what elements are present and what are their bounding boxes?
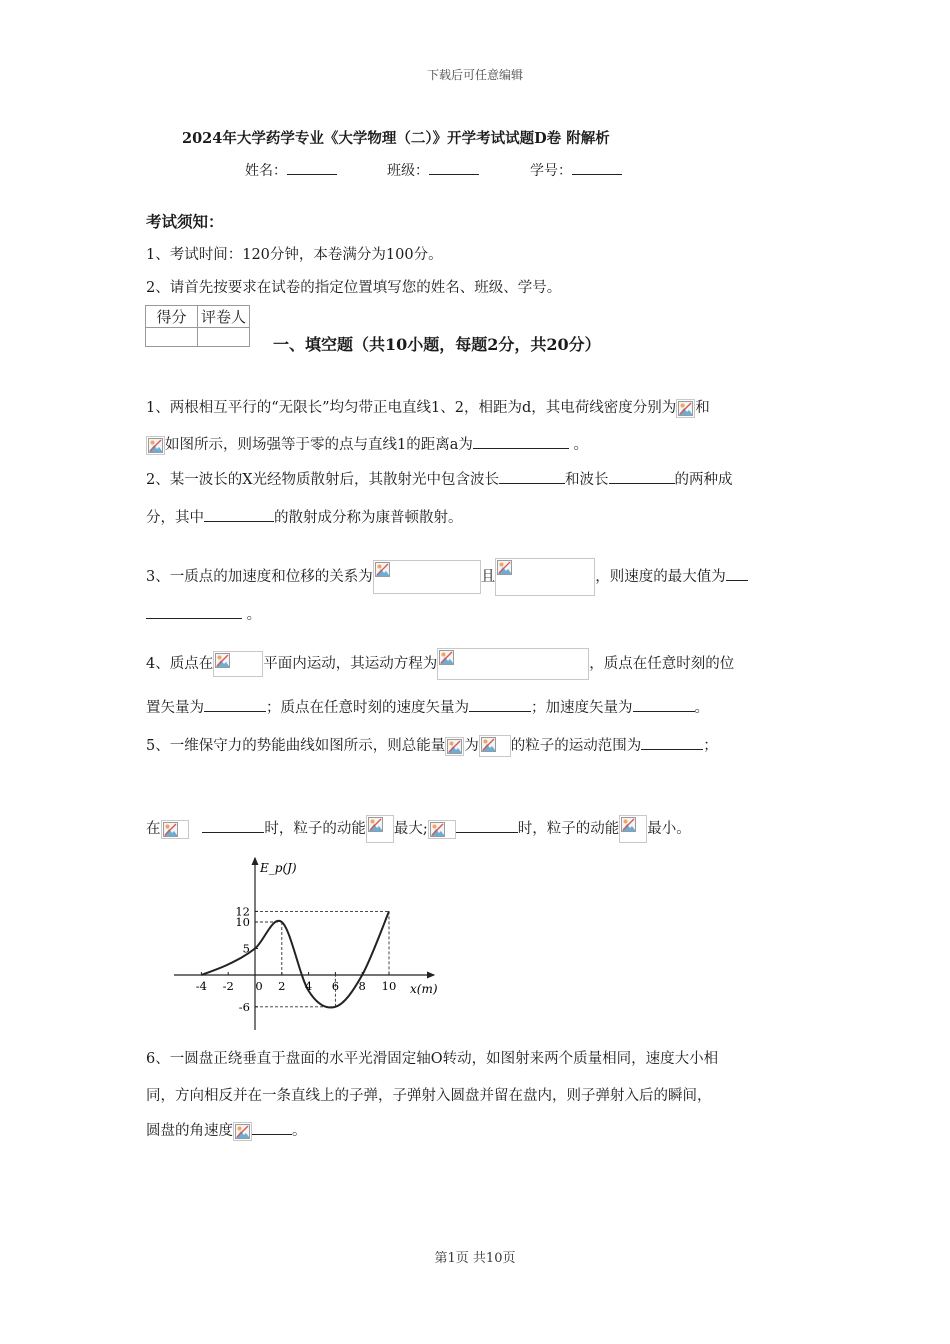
score-cell[interactable] — [146, 328, 198, 347]
class-field[interactable] — [387, 160, 479, 180]
x-tick-label: 6 — [331, 979, 340, 993]
question-2-line-2: 分，其中 的散射成分称为康普顿散射。 — [146, 510, 463, 526]
y-tick-label: 10 — [235, 915, 250, 929]
question-6-line-2: 同，方向相反并在一条直线上的子弹，子弹射入圆盘并留在盘内，则子弹射入后的瞬间， — [146, 1088, 712, 1104]
formula-image — [213, 651, 263, 677]
x-tick-label: 2 — [278, 979, 286, 993]
formula-image — [437, 648, 589, 680]
x-tick-label: 8 — [358, 979, 366, 993]
broken-image-icon — [146, 436, 165, 455]
x-tick-label: 4 — [304, 979, 313, 993]
name-label: 姓名： — [245, 163, 287, 179]
question-2-line-1: 2、某一波长的X光经物质散射后，其散射光中包含波长 和波长 的两种成 — [146, 472, 733, 488]
y-tick-label: 5 — [242, 941, 250, 956]
section-title: 一、填空题（共10小题，每题2分，共20分） — [273, 335, 601, 354]
potential-energy-graph — [170, 852, 445, 1034]
answer-blank[interactable] — [252, 1122, 292, 1135]
formula-image — [495, 558, 595, 596]
page-footer: 第1页 共10页 — [434, 1251, 516, 1266]
score-table — [145, 305, 250, 347]
y-axis-label: E_p(J) — [260, 861, 297, 875]
class-label: 班级： — [387, 163, 429, 179]
answer-blank[interactable] — [609, 471, 675, 484]
broken-image-icon — [366, 815, 394, 843]
page-header: 下载后可任意编辑 — [426, 68, 523, 82]
question-3-line-1: 3、一质点的加速度和位移的关系为 且 ，则速度的最大值为 — [146, 558, 748, 596]
x-tick-label: -2 — [222, 979, 234, 993]
question-5-line-2: 在 时，粒子的动能 最大; 时，粒子的动能 最小。 — [146, 815, 691, 843]
answer-blank[interactable] — [633, 699, 695, 712]
answer-blank[interactable] — [202, 820, 264, 833]
question-6-line-1: 6、一圆盘正绕垂直于盘面的水平光滑固定轴O转动，如图射来两个质量相同，速度大小相 — [146, 1051, 719, 1067]
notice-item: 2、请首先按要求在试卷的指定位置填写您的姓名、班级、学号。 — [146, 280, 562, 296]
broken-image-icon — [445, 737, 464, 756]
x-tick-label: 10 — [381, 979, 397, 993]
broken-image-icon — [676, 399, 695, 418]
answer-blank[interactable] — [726, 568, 748, 581]
broken-image-icon — [619, 815, 647, 843]
answer-blank[interactable] — [473, 436, 569, 449]
x-axis-label: x(m) — [410, 982, 438, 996]
x-tick-label: 0 — [255, 979, 263, 993]
question-3-line-2: 。 — [146, 603, 261, 624]
formula-image — [373, 560, 481, 594]
id-label: 学号： — [530, 163, 572, 179]
answer-blank[interactable] — [499, 471, 565, 484]
question-5-line-1: 5、一维保守力的势能曲线如图所示，则总能量 为 的粒子的运动范围为 ； — [146, 734, 718, 757]
broken-image-icon — [233, 1122, 252, 1141]
broken-image-icon — [479, 735, 511, 757]
question-6-line-3: 圆盘的角速度 。 — [146, 1123, 307, 1139]
grader-cell[interactable] — [198, 328, 250, 347]
score-header: 得分 — [146, 306, 198, 328]
answer-blank[interactable] — [469, 699, 531, 712]
question-1-line-2: 如图所示，则场强等于零的点与直线1的距离a为 。 — [146, 433, 588, 455]
question-4-line-2: 置矢量为 ；质点在任意时刻的速度矢量为 ；加速度矢量为 。 — [146, 700, 709, 716]
id-field[interactable] — [530, 160, 622, 180]
exam-title: 2024年大学药学专业《大学物理（二）》开学考试试题D卷 附解析 — [182, 130, 610, 147]
answer-blank[interactable] — [204, 509, 274, 522]
grader-header: 评卷人 — [198, 306, 250, 328]
answer-blank[interactable] — [146, 606, 242, 619]
answer-blank[interactable] — [456, 820, 518, 833]
answer-blank[interactable] — [641, 737, 703, 750]
broken-image-icon — [161, 820, 189, 839]
notice-item: 1、考试时间：120分钟，本卷满分为100分。 — [146, 247, 443, 263]
question-4-line-1: 4、质点在 平面内运动，其运动方程为 ，质点在任意时刻的位 — [146, 648, 734, 680]
notice-heading: 考试须知： — [146, 212, 224, 231]
broken-image-icon — [428, 820, 456, 839]
name-field[interactable] — [245, 160, 337, 180]
y-tick-label: -6 — [238, 999, 250, 1014]
question-1-line-1: 1、两根相互平行的“无限长”均匀带正电直线1、2，相距为d，其电荷线密度分别为 和 — [146, 400, 710, 416]
ep-curve — [201, 911, 389, 1007]
answer-blank[interactable] — [204, 699, 266, 712]
x-tick-label: -4 — [195, 979, 208, 993]
y-tick-label: 12 — [235, 904, 250, 919]
